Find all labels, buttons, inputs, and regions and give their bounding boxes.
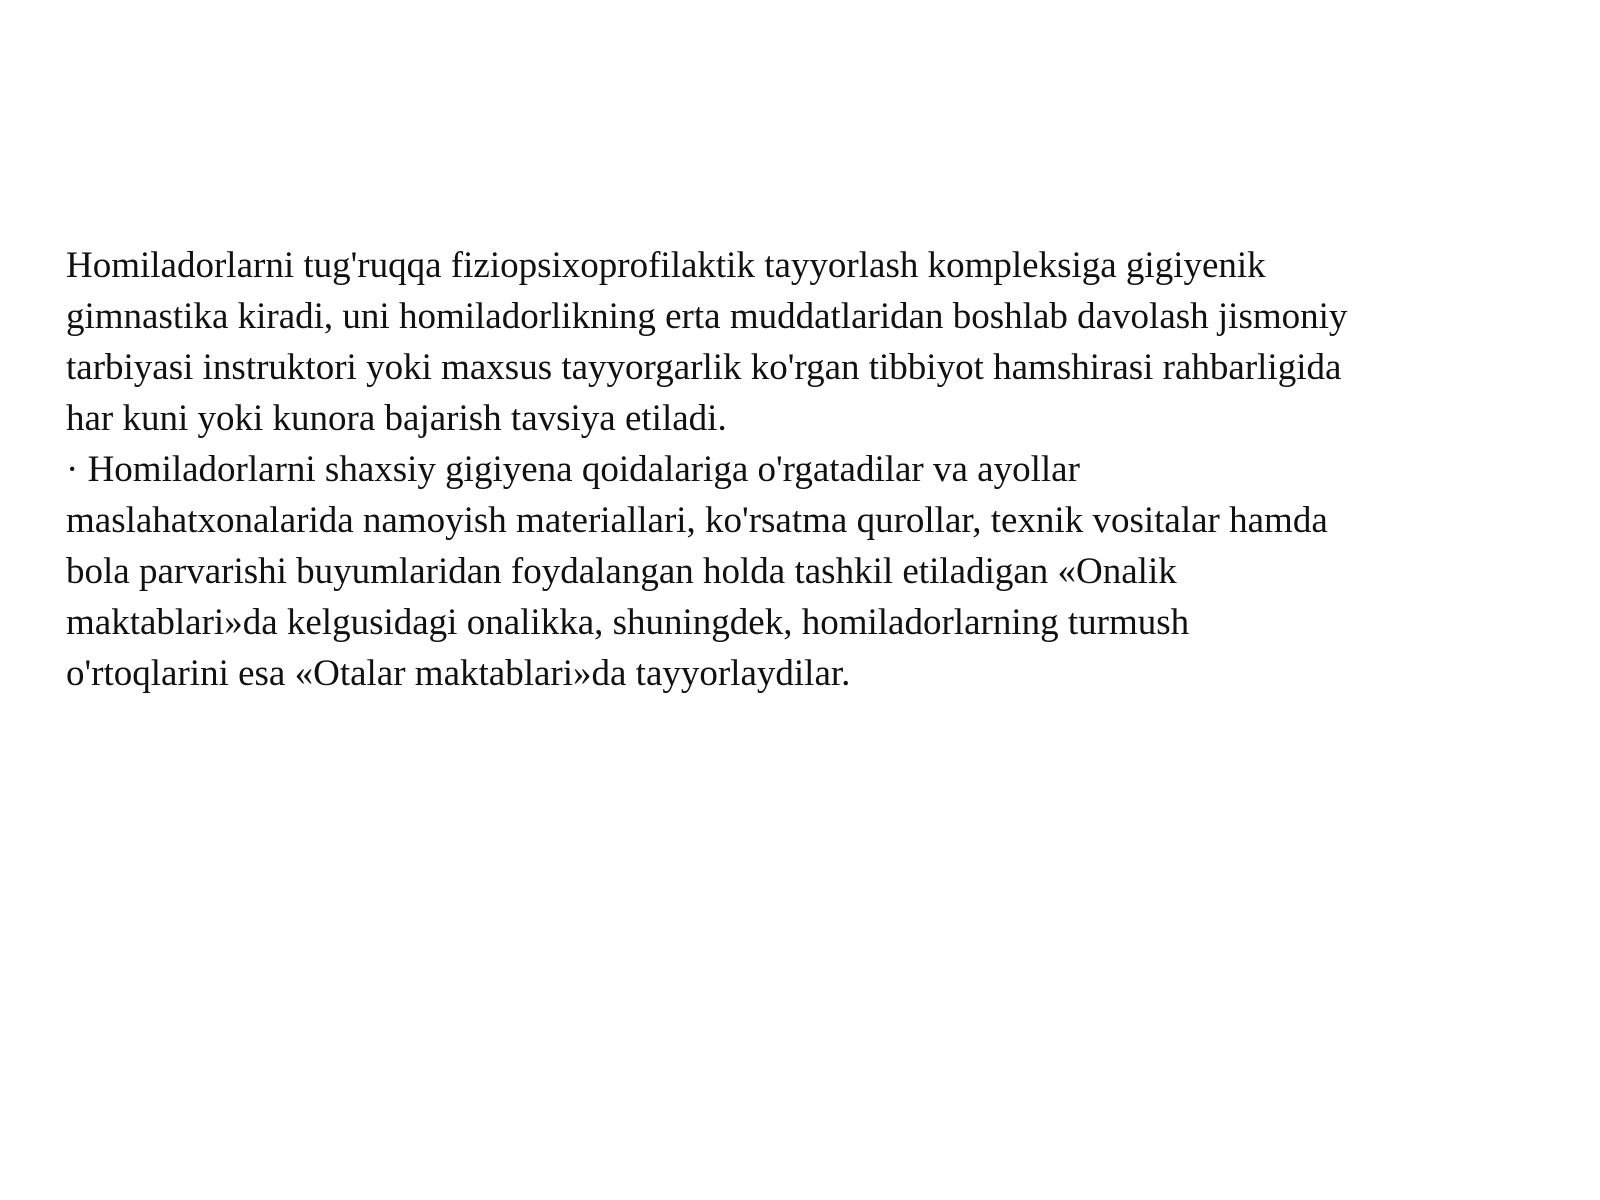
text-line: · Homiladorlarni shaxsiy gigiyena qoidalariga o'rgatadilar va ayollar [66, 449, 1080, 490]
text-line: har kuni yoki kunora bajarish tavsiya etiladi. [66, 398, 727, 439]
text-line: maktablari»da kelgusidagi onalikka, shuningdek, homiladorlarning turmush [66, 602, 1190, 643]
paragraph-gymnastics [66, 240, 1566, 444]
text-line: o'rtoqlarini esa «Otalar maktablari»da tayyorlaydilar. [66, 653, 851, 694]
text-line: maslahatxonalarida namoyish materiallari, ko'rsatma qurollar, texnik vositalar hamda [66, 500, 1328, 541]
text-line: gimnastika kiradi, uni homiladorlikning erta muddatlaridan boshlab davolash jismoniy [66, 296, 1348, 337]
text-line: bola parvarishi buyumlaridan foydalangan holda tashkil etiladigan «Onalik [66, 551, 1177, 592]
paragraph-schools [66, 444, 1566, 699]
text-line: tarbiyasi instruktori yoki maxsus tayyorgarlik ko'rgan tibbiyot hamshirasi rahbarligida [66, 347, 1342, 388]
text-line: Homiladorlarni tug'ruqqa fiziopsixoprofilaktik tayyorlash kompleksiga gigiyenik [66, 245, 1266, 286]
body-text [66, 240, 1566, 699]
